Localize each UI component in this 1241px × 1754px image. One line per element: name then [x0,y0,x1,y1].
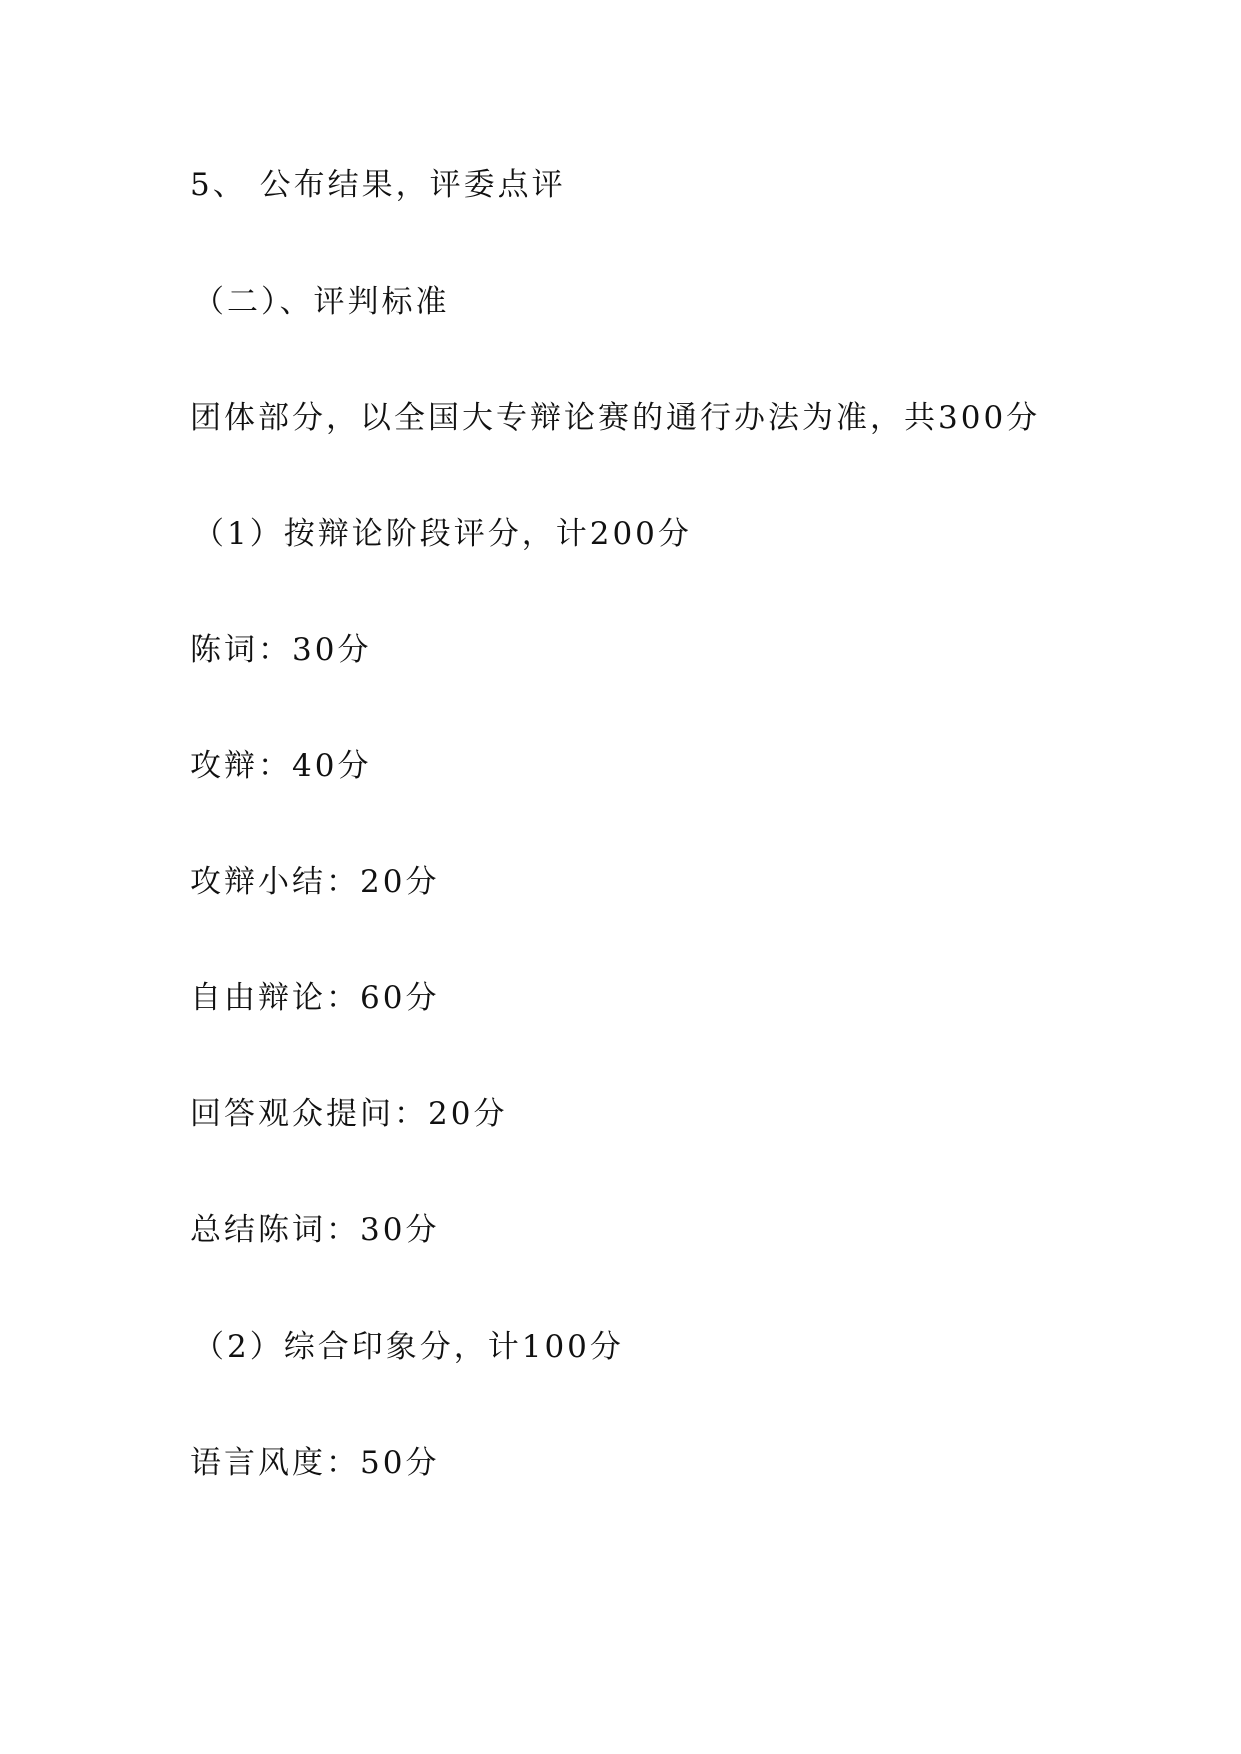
score-item-audience-questions: 回答观众提问：20分 [190,1096,508,1132]
score-item-free-debate: 自由辩论：60分 [190,980,440,1016]
score-item-cross-examination: 攻辩：40分 [190,748,372,784]
score-item-cross-examination-summary: 攻辩小结：20分 [190,864,440,900]
score-item-opening-statement: 陈词：30分 [190,632,372,668]
section-heading-judging-criteria: （二）、评判标准 [193,284,450,320]
step-5-announce-results: 5、 公布结果，评委点评 [190,167,566,203]
score-item-language-demeanor: 语言风度：50分 [190,1445,440,1481]
team-scoring-paragraph: 团体部分，以全国大专辩论赛的通行办法为准，共300分 [190,400,1041,436]
score-item-closing-statement: 总结陈词：30分 [190,1212,440,1248]
overall-impression-heading: （2）综合印象分，计100分 [193,1329,624,1365]
stage-scoring-heading: （1）按辩论阶段评分，计200分 [193,516,692,552]
